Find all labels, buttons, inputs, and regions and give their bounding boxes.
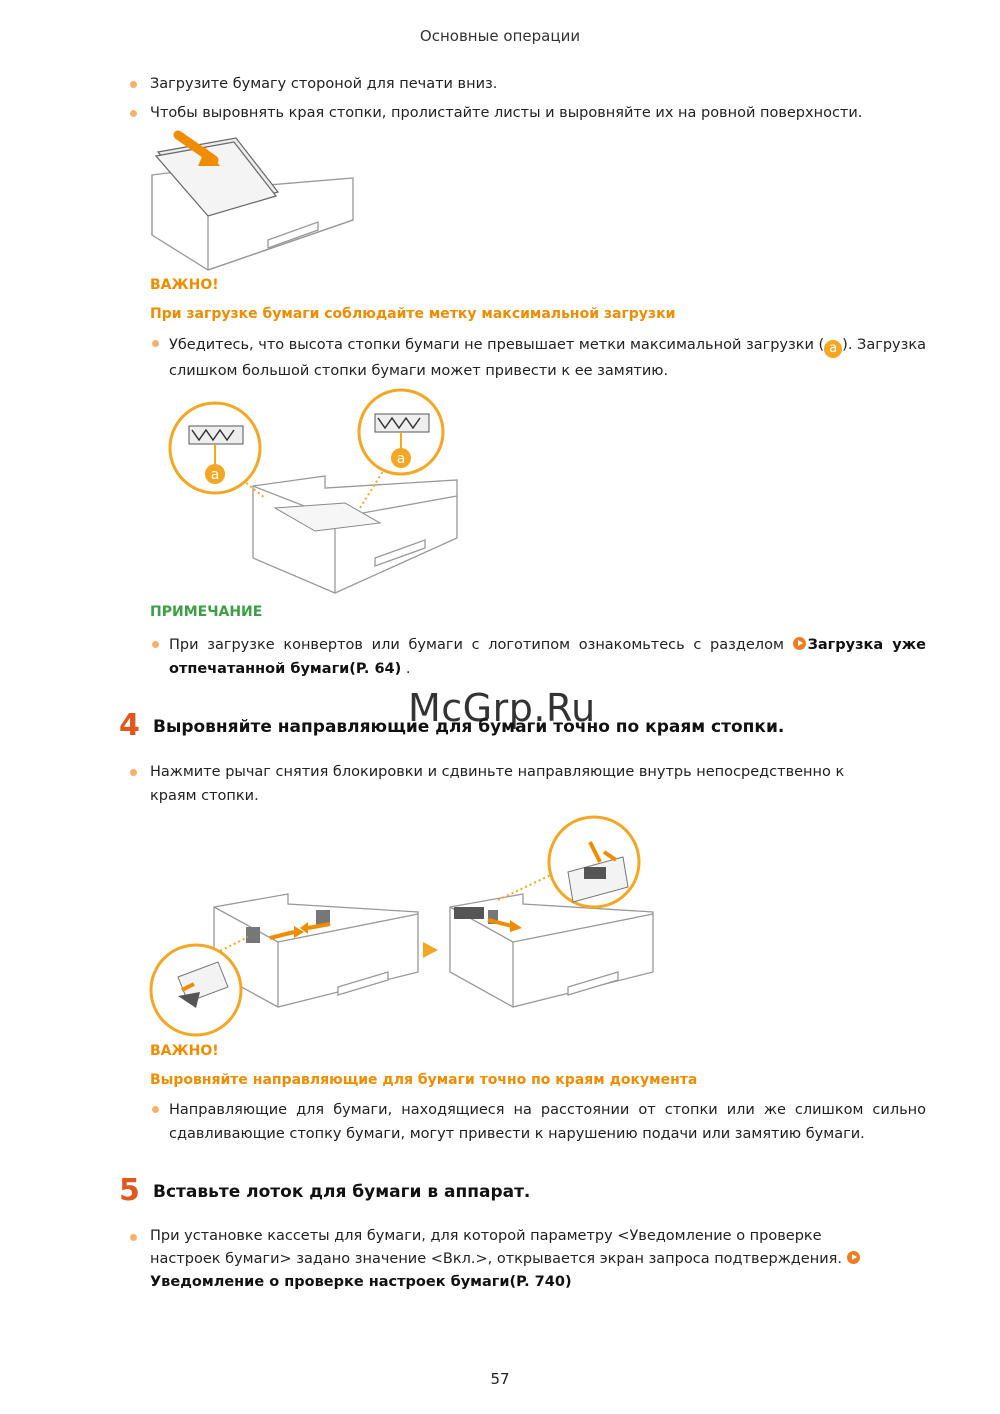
bullet-dot [152,340,159,347]
page-number: 57 [490,1370,510,1388]
page-header: Основные операции [419,27,581,45]
link-arrow-icon [793,637,806,650]
important-label: ВАЖНО! [150,1043,219,1059]
note-text: При загрузке конвертов или бумаги с логотипом ознакомьтесь с разделом Загрузка уже отпечатанной бумаги(P. 64) . [169,637,926,677]
svg-text:a: a [396,451,406,467]
bullet-text: Загрузите бумагу стороной для печати вниз. [150,76,498,92]
bullet-dot [130,81,137,88]
link-paper-settings-notice[interactable]: Уведомление о проверке настроек бумаги(P. 740) [150,1274,572,1290]
note-label: ПРИМЕЧАНИЕ [150,604,263,620]
step-title: Вставьте лоток для бумаги в аппарат. [153,1182,531,1202]
important-title: Выровняйте направляющие для бумаги точно по краям документа [150,1072,698,1088]
guides-illustration [148,812,663,1044]
important-title: При загрузке бумаги соблюдайте метку максимальной загрузки [150,306,676,322]
watermark: McGrp.Ru [408,686,596,730]
bullet-dot [130,110,137,117]
bullet-text: Чтобы выровнять края стопки, пролистайте листы и выровняйте их на ровной поверхности. [150,105,863,121]
tray-loading-illustration [148,130,360,275]
important-text: Убедитесь, что высота стопки бумаги не превышает метки максимальной загрузки ( a ). Загрузка слишком большой стопки бумаги может привести к ее замятию. [169,337,926,379]
step-number: 4 [119,708,140,743]
link-arrow-icon [847,1251,860,1264]
bullet-dot [130,1234,137,1241]
bullet-dot [130,769,137,776]
important-text: Направляющие для бумаги, находящиеся на расстоянии от стопки или же слишком сильно сдавливающие стопку бумаги, могут привести к нарушению подачи или замятию бумаги. [169,1102,926,1142]
bullet-text: При установке кассеты для бумаги, для которой параметру <Уведомление о проверке настроек бумаги> задано значение <Вкл.>, открывается экран запроса подтверждения. Уведомление о проверке настроек бумаги(P. 740) [150,1225,890,1294]
link-preprinted-paper[interactable]: Загрузка уже отпечатанной бумаги(P. 64) [169,637,926,677]
max-load-illustration [165,388,465,598]
important-label: ВАЖНО! [150,277,219,293]
step-number: 5 [119,1173,140,1208]
svg-text:a: a [210,467,220,483]
bullet-dot [152,641,159,648]
step-title: Выровняйте направляющие для бумаги точно по краям стопки. [153,717,785,737]
bullet-dot [152,1106,159,1113]
mark-a-badge: a [824,340,842,358]
bullet-text: Нажмите рычаг снятия блокировки и сдвиньте направляющие внутрь непосредственно к краям стопки. [150,764,845,804]
